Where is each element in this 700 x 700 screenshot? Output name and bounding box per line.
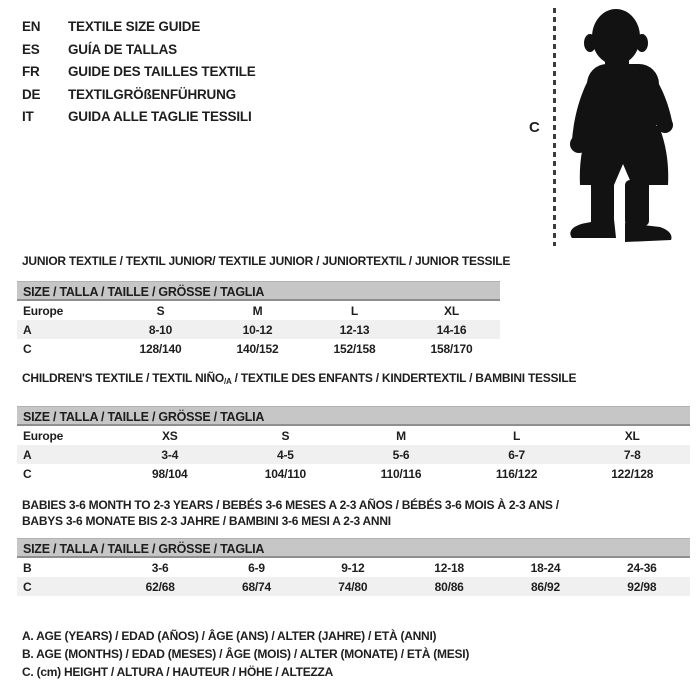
size-value: 110/116 xyxy=(380,466,422,481)
table-row xyxy=(17,426,690,445)
section-title-line xyxy=(22,497,690,513)
size-value: M xyxy=(396,428,406,443)
row-label: Europe xyxy=(23,303,64,318)
language-code: EN xyxy=(22,19,41,34)
legend xyxy=(22,627,469,681)
size-header-bar: SIZE / TALLA / TAILLE / GRÖSSE / TAGLIA xyxy=(17,406,690,426)
legend-line: B. AGE (MONTHS) / EDAD (MESES) / ÂGE (MOIS) / ALTER (MONATE) / ETÀ (MESI) xyxy=(22,647,470,661)
language-row xyxy=(22,61,256,84)
size-value: 158/170 xyxy=(430,341,473,356)
section-title xyxy=(17,497,690,529)
size-value: 10-12 xyxy=(242,322,273,337)
size-value: S xyxy=(281,428,290,443)
size-value: 14-16 xyxy=(436,322,467,337)
title-text: / TEXTILE DES ENFANTS / KINDERTEXTIL / BAMBINI TESSILE xyxy=(231,371,577,385)
size-table xyxy=(17,426,690,483)
row-label: C xyxy=(23,466,32,481)
size-header-bar: SIZE / TALLA / TAILLE / GRÖSSE / TAGLIA xyxy=(17,281,500,301)
language-label: GUIDA ALLE TAGLIE TESSILI xyxy=(68,109,252,125)
row-label: A xyxy=(23,322,32,337)
table-row xyxy=(17,320,500,339)
size-value: 116/122 xyxy=(495,466,538,481)
title-text: CHILDREN'S TEXTILE / TEXTIL NIÑO xyxy=(22,371,224,385)
language-code: ES xyxy=(22,41,40,57)
size-value: XS xyxy=(161,428,178,443)
size-value: S xyxy=(156,303,165,318)
size-value: 62/68 xyxy=(145,579,175,594)
size-value: 122/128 xyxy=(611,466,654,481)
section-title-line xyxy=(22,513,690,529)
language-code: IT xyxy=(22,109,34,125)
size-value: 128/140 xyxy=(139,341,182,356)
section-title xyxy=(17,370,690,390)
row-label: C xyxy=(23,579,32,594)
size-value: 80/86 xyxy=(434,579,464,594)
table-row xyxy=(17,301,500,320)
section-title-line xyxy=(22,253,511,269)
size-value: M xyxy=(252,303,263,318)
row-label: Europe xyxy=(23,428,64,443)
language-code: FR xyxy=(22,64,40,80)
size-table xyxy=(17,558,690,596)
language-list xyxy=(22,16,256,129)
title-text: JUNIOR TEXTILE / TEXTIL JUNIOR/ TEXTILE JUNIOR / JUNIORTEXTIL / JUNIOR TESSILE xyxy=(22,254,511,268)
size-value: 12-18 xyxy=(434,560,464,575)
size-value: 4-5 xyxy=(277,447,294,462)
size-value: 68/74 xyxy=(241,579,271,594)
title-text: BABIES 3-6 MONTH TO 2-3 YEARS / BEBÉS 3-6 MESES A 2-3 AÑOS / BÉBÉS 3-6 MOIS À 2-3 ANS / xyxy=(22,498,559,512)
size-value: 98/104 xyxy=(152,466,188,481)
size-value: 7-8 xyxy=(623,447,641,462)
language-label: TEXTILGRÖßENFÜHRUNG xyxy=(68,86,236,102)
legend-line: C. (cm) HEIGHT / ALTURA / HAUTEUR / HÖHE / ALTEZZA xyxy=(22,665,334,679)
section-title-line xyxy=(22,370,690,390)
language-label: GUÍA DE TALLAS xyxy=(68,41,177,57)
size-section xyxy=(17,370,690,483)
size-header-bar: SIZE / TALLA / TAILLE / GRÖSSE / TAGLIA xyxy=(17,538,690,558)
size-section xyxy=(17,497,690,596)
title-text: BABYS 3-6 MONATE BIS 2-3 JAHRE / BAMBINI 3-6 MESI A 2-3 ANNI xyxy=(22,514,391,528)
language-code: DE xyxy=(22,86,41,102)
size-value: 12-13 xyxy=(339,322,370,337)
legend-line: A. AGE (YEARS) / EDAD (AÑOS) / ÂGE (ANS) / ALTER (JAHRE) / ETÀ (ANNI) xyxy=(22,629,437,643)
row-label: A xyxy=(23,447,32,462)
row-label: C xyxy=(23,341,32,356)
language-label: GUIDE DES TAILLES TEXTILE xyxy=(68,64,256,80)
size-value: XL xyxy=(444,303,459,318)
figure-height-label: C xyxy=(529,119,540,136)
table-row xyxy=(17,339,500,358)
height-measure-dashed-line xyxy=(553,8,556,246)
size-value: 6-7 xyxy=(508,447,525,462)
toddler-silhouette xyxy=(560,2,696,248)
language-row xyxy=(22,106,256,129)
size-table xyxy=(17,301,500,358)
size-value: 9-12 xyxy=(341,560,365,575)
language-row xyxy=(22,16,256,39)
size-value: 18-24 xyxy=(530,560,561,575)
section-title xyxy=(17,253,511,269)
size-value: 86/92 xyxy=(530,579,560,594)
size-value: 5-6 xyxy=(392,447,410,462)
language-row xyxy=(22,84,256,107)
table-row xyxy=(17,445,690,464)
size-value: 140/152 xyxy=(236,341,279,356)
size-value: 3-4 xyxy=(161,447,179,462)
title-text: /A xyxy=(223,377,232,386)
size-value: 24-36 xyxy=(626,560,657,575)
size-value: 92/98 xyxy=(627,579,657,594)
size-value: 152/158 xyxy=(333,341,376,356)
size-value: 104/110 xyxy=(264,466,307,481)
size-value: XL xyxy=(624,428,640,443)
size-value: 6-9 xyxy=(248,560,265,575)
language-row xyxy=(22,39,256,62)
size-value: 74/80 xyxy=(338,579,368,594)
language-label: TEXTILE SIZE GUIDE xyxy=(68,19,201,34)
table-row xyxy=(17,558,690,577)
table-row xyxy=(17,464,690,483)
size-value: 3-6 xyxy=(151,560,169,575)
size-value: 8-10 xyxy=(148,322,173,337)
size-value: L xyxy=(350,303,359,318)
row-label: B xyxy=(23,560,32,575)
table-row xyxy=(17,577,690,596)
size-value: L xyxy=(513,428,521,443)
size-section xyxy=(17,253,511,358)
